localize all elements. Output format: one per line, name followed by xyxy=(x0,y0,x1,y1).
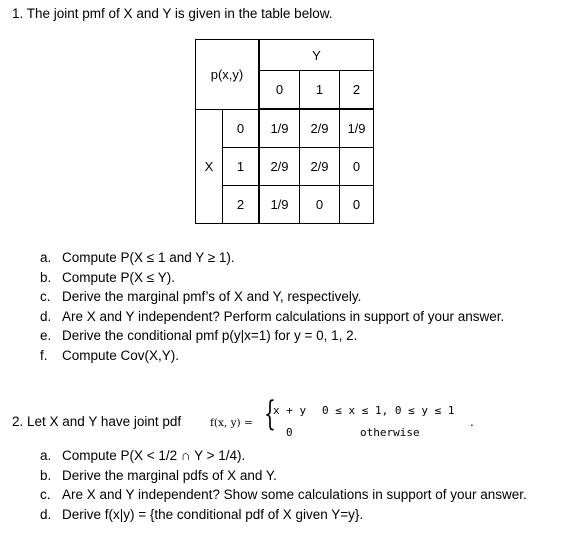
part-letter: d. xyxy=(40,506,52,522)
joint-pmf-table xyxy=(195,39,374,224)
y-value-1: 1 xyxy=(300,71,340,110)
pdf-function-label: f(x, y) = xyxy=(210,417,253,429)
pmf-cell-2-1: 0 xyxy=(300,186,340,224)
part-text: Are X and Y independent? Show some calculations in support of your answer. xyxy=(62,487,527,502)
part-text: Derive the conditional pmf p(y|x=1) for y = 0, 1, 2. xyxy=(62,328,358,343)
pmf-cell-1-1: 2/9 xyxy=(300,148,340,186)
part-text: Are X and Y independent? Perform calculations in support of your answer. xyxy=(62,308,505,324)
pmf-cell-0-1: 2/9 xyxy=(300,109,340,148)
part-text: Compute P(X ≤ Y). xyxy=(62,269,175,285)
x-value-0: 0 xyxy=(223,109,260,148)
table-corner-header: p(x,y) xyxy=(196,40,260,110)
pmf-cell-1-0: 2/9 xyxy=(259,148,300,186)
pmf-cell-0-2: 1/9 xyxy=(340,109,374,148)
x-header: X xyxy=(196,109,223,224)
pdf-case-2-condition: otherwise xyxy=(360,426,420,439)
part-letter: b. xyxy=(40,467,52,483)
pmf-cell-2-0: 1/9 xyxy=(259,186,300,224)
part-text: Derive f(x|y) = {the conditional pdf of X given Y=y}. xyxy=(62,506,364,522)
pdf-period: . xyxy=(470,414,474,429)
pmf-cell-1-2: 0 xyxy=(340,148,374,186)
part-text: Derive the marginal pmf’s of X and Y, respectively. xyxy=(62,289,362,304)
y-value-0: 0 xyxy=(259,71,300,110)
question-1-title: 1. The joint pmf of X and Y is given in the table below. xyxy=(12,6,333,21)
part-letter: e. xyxy=(40,328,52,343)
pdf-case-1-condition: 0 ≤ x ≤ 1, 0 ≤ y ≤ 1 xyxy=(322,404,455,417)
part-text: Compute Cov(X,Y). xyxy=(62,347,180,363)
x-value-2: 2 xyxy=(223,186,260,224)
part-letter: a. xyxy=(40,250,52,265)
left-brace-icon: { xyxy=(264,394,276,434)
pmf-cell-2-2: 0 xyxy=(340,186,374,224)
y-value-2: 2 xyxy=(340,71,374,110)
y-header: Y xyxy=(259,40,374,71)
part-letter: c. xyxy=(40,289,51,304)
part-text: Compute P(X < 1/2 ∩ Y > 1/4). xyxy=(62,448,246,463)
part-text: Compute P(X ≤ 1 and Y ≥ 1). xyxy=(62,250,235,265)
part-letter: f. xyxy=(40,347,48,363)
part-letter: b. xyxy=(40,269,52,285)
part-letter: d. xyxy=(40,308,52,324)
pmf-cell-0-0: 1/9 xyxy=(259,109,300,148)
part-letter: c. xyxy=(40,487,51,502)
question-2-title: 2. Let X and Y have joint pdf xyxy=(12,414,182,429)
part-text: Derive the marginal pdfs of X and Y. xyxy=(62,467,277,483)
x-value-1: 1 xyxy=(223,148,260,186)
pdf-case-2-expression: 0 xyxy=(286,426,293,439)
pdf-case-1-expression: x + y xyxy=(273,404,307,417)
part-letter: a. xyxy=(40,448,52,463)
